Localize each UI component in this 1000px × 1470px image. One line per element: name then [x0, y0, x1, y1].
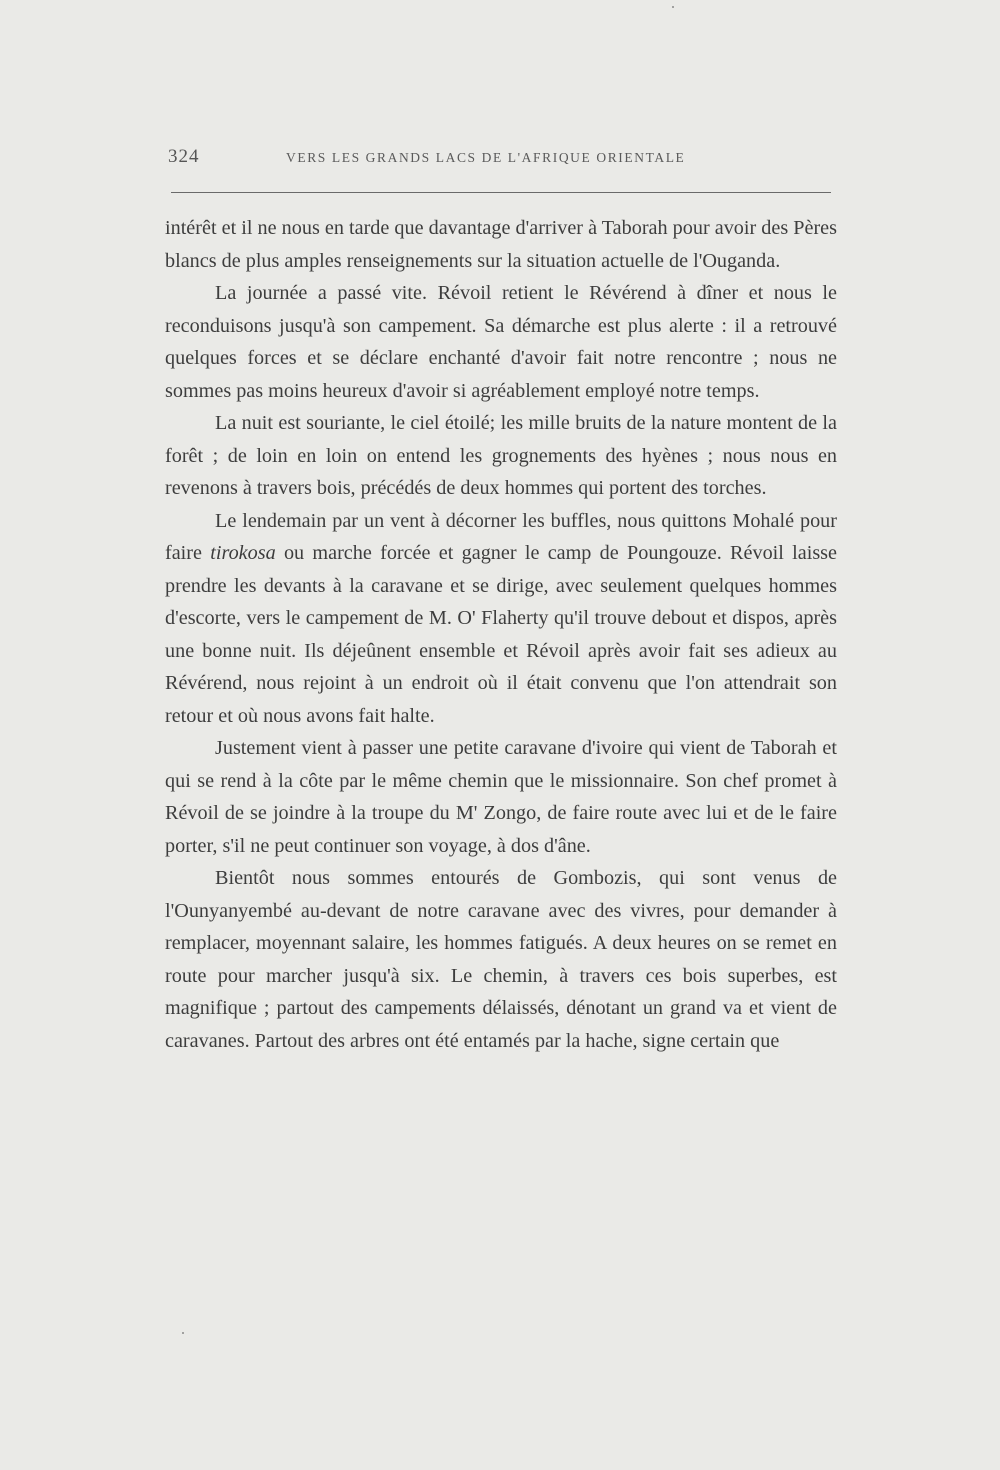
italic-term: tirokosa [210, 542, 276, 564]
paper-speck [672, 6, 674, 8]
running-head [168, 146, 832, 170]
paragraph-ivory-caravan: Justement vient à passer une petite caravane d'ivoire qui vient de Taborah et qui se rend à la côte par le même chemin que le missionnaire. Son chef promet à Révoil de se joindre à la troupe du M' Zongo, de faire route avec lui et de le faire porter, s'il ne peut continuer son voyage, à dos d'âne. [165, 737, 837, 857]
page-number: 324 [168, 146, 200, 167]
paragraph-dinner: La journée a passé vite. Révoil retient le Révérend à dîner et nous le reconduisons jusqu'à son campement. Sa démarche est plus alerte : il a retrouvé quelques forces et se déclare enchanté d'avoir fait notre rencontre ; nous ne sommes pas moins heureux d'avoir si agréablement employé notre temps. [165, 282, 837, 402]
paragraph-next-day-start: Le lendemain par un vent à décorner les buffles, nous quittons Mohalé pour faire [165, 509, 837, 564]
paragraph-next-day-end: ou marche forcée et gagner le camp de Poungouze. Révoil laisse prendre les devants à la caravane et se dirige, avec seulement quelques hommes d'escorte, vers le campement de M. O' Flaherty qu'il trouve debout et dispos, après une bonne nuit. Ils déjeûnent ensemble et Révoil après avoir fait ses adieux au Révérend, nous rejoint à un endroit où il était convenu que l'on attendrait son retour et où nous avons fait halte. [165, 542, 838, 727]
paragraph-night: La nuit est souriante, le ciel étoilé; les mille bruits de la nature montent de la forêt ; de loin en loin on entend les grognements des hyènes ; nous nous en revenons à travers bois, précédés de deux hommes qui portent des torches. [165, 412, 837, 499]
running-title: VERS LES GRANDS LACS DE L'AFRIQUE ORIENTALE [286, 150, 686, 165]
header-rule [171, 192, 831, 193]
paper-speck [182, 1332, 184, 1334]
paragraph-next-day [165, 505, 837, 733]
body-text [165, 212, 837, 1057]
paragraph-gombozis: Bientôt nous sommes entourés de Gombozis, qui sont venus de l'Ounyanyembé au-devant de notre caravane avec des vivres, pour demander à remplacer, moyennant salaire, les hommes fatigués. A deux heures on se remet en route pour marcher jusqu'à six. Le chemin, à travers ces bois superbes, est magnifique ; partout des campements délaissés, dénotant un grand va et vient de caravanes. Partout des arbres ont été entamés par la hache, signe certain que [165, 867, 837, 1052]
paragraph-continuation: intérêt et il ne nous en tarde que davantage d'arriver à Taborah pour avoir des Pères blancs de plus amples renseignements sur la situation actuelle de l'Ouganda. [165, 217, 837, 272]
